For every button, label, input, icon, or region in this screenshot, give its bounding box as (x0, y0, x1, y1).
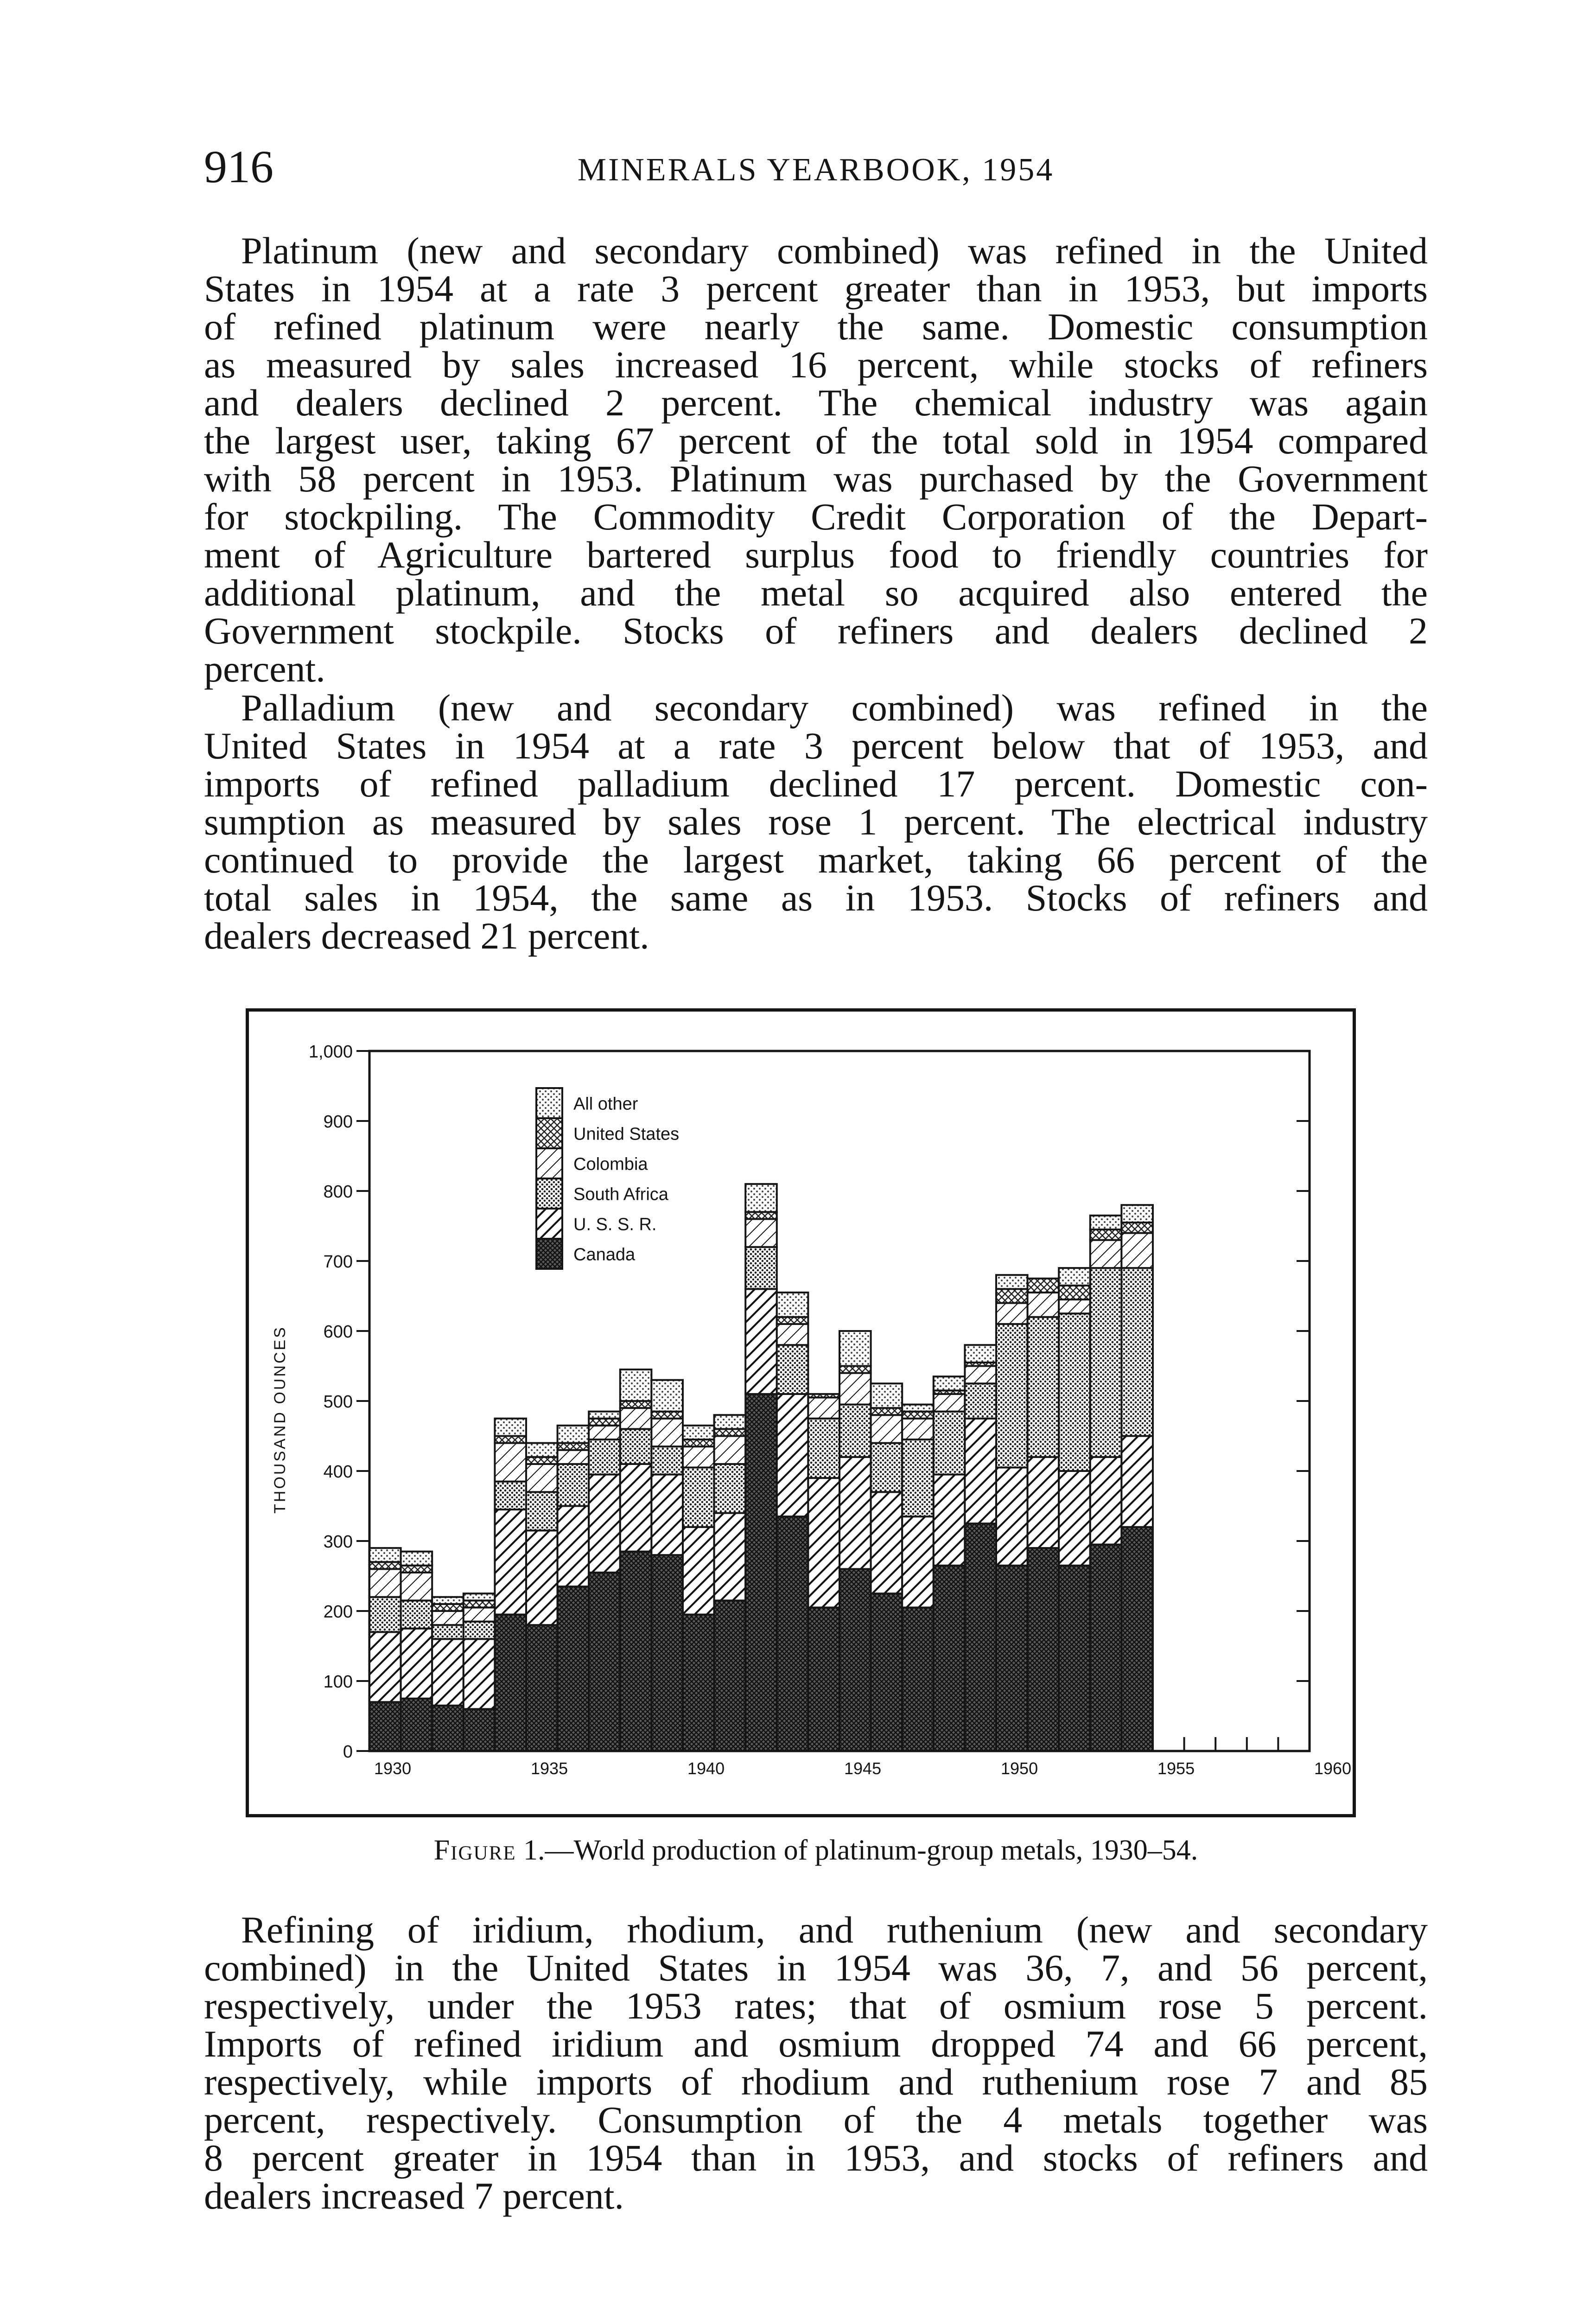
bar-canada (934, 1566, 965, 1751)
bar-colombia (808, 1397, 839, 1418)
text-line: total sales in 1954, the same as in 1953. Stocks of refiners and (204, 877, 1428, 919)
x-tick-label: 1950 (1001, 1759, 1038, 1778)
bar-canada (1121, 1527, 1153, 1751)
y-tick-label: 400 (323, 1462, 353, 1482)
bar-u-s-s-r (620, 1464, 652, 1552)
bar-all-other (1090, 1216, 1122, 1229)
bar-canada (432, 1706, 464, 1751)
bar-u-s-s-r (683, 1527, 714, 1615)
legend-label: All other (573, 1094, 638, 1114)
text-line: the largest user, taking 67 percent of the total sold in 1954 compared (204, 420, 1428, 462)
bar-colombia (902, 1419, 934, 1439)
bar-all-other (934, 1376, 965, 1390)
y-tick-label: 300 (323, 1532, 353, 1552)
legend-label: South Africa (573, 1184, 668, 1204)
bar-colombia (1121, 1233, 1153, 1268)
y-tick-label: 200 (323, 1602, 353, 1622)
bar-united-states (777, 1317, 808, 1324)
bar-colombia (558, 1450, 589, 1464)
bar-u-s-s-r (1059, 1471, 1090, 1566)
text-line: of refined platinum were nearly the same. Domestic consumption (204, 306, 1428, 348)
bar-u-s-s-r (965, 1419, 996, 1524)
bar-all-other (589, 1412, 620, 1419)
bar-south-africa (651, 1446, 683, 1474)
paragraph-palladium (204, 689, 1428, 955)
bar-u-s-s-r (996, 1467, 1028, 1565)
y-tick-label: 500 (323, 1392, 353, 1412)
y-tick-label: 600 (323, 1322, 353, 1342)
bar-u-s-s-r (432, 1639, 464, 1705)
bar-all-other (495, 1419, 526, 1436)
x-tick-label: 1960 (1314, 1759, 1352, 1778)
bar-all-other (1121, 1205, 1153, 1223)
bar-all-other (526, 1443, 558, 1457)
bar-all-other (714, 1415, 746, 1429)
bar-colombia (871, 1415, 903, 1443)
text-line: dealers decreased 21 percent. (204, 915, 649, 957)
bar-all-other (620, 1369, 652, 1401)
y-tick-label: 900 (323, 1112, 353, 1132)
y-tick-label: 800 (323, 1182, 353, 1202)
bar-united-states (1028, 1279, 1059, 1293)
x-tick-label: 1940 (687, 1759, 725, 1778)
figure-caption-text: 1.—World production of platinum-group metals, 1930–54. (516, 1834, 1198, 1866)
bar-canada (714, 1600, 746, 1751)
text-line: Palladium (new and secondary combined) was refined in the (241, 687, 1428, 729)
bar-all-other (996, 1275, 1028, 1289)
text-line: United States in 1954 at a rate 3 percent below that of 1953, and (204, 725, 1428, 767)
bar-canada (777, 1516, 808, 1751)
bar-canada (620, 1552, 652, 1751)
bar-united-states (464, 1600, 495, 1607)
bar-south-africa (1121, 1268, 1153, 1436)
bar-united-states (369, 1562, 401, 1569)
bar-canada (996, 1566, 1028, 1751)
bar-all-other (1059, 1268, 1090, 1286)
bar-all-other (464, 1593, 495, 1600)
bar-all-other (401, 1552, 432, 1566)
bar-colombia (777, 1324, 808, 1345)
text-line: respectively, while imports of rhodium and ruthenium rose 7 and 85 (204, 2061, 1428, 2103)
text-line: with 58 percent in 1953. Platinum was purchased by the Government (204, 458, 1428, 500)
x-tick-label: 1935 (531, 1759, 568, 1778)
legend-label: Colombia (573, 1154, 648, 1174)
bar-united-states (1121, 1223, 1153, 1233)
bar-colombia (526, 1464, 558, 1492)
bar-u-s-s-r (1121, 1436, 1153, 1527)
bar-all-other (369, 1548, 401, 1562)
production-chart (249, 1012, 1353, 1814)
bar-colombia (620, 1408, 652, 1429)
text-line: and dealers declined 2 percent. The chemical industry was again (204, 382, 1428, 424)
bar-united-states (871, 1408, 903, 1415)
bar-south-africa (1059, 1313, 1090, 1471)
y-tick-label: 100 (323, 1672, 353, 1692)
y-tick-label: 1,000 (308, 1042, 353, 1062)
bar-u-s-s-r (1090, 1457, 1122, 1545)
bar-south-africa (808, 1419, 839, 1478)
bar-canada (369, 1702, 401, 1751)
page-header (204, 141, 1428, 195)
bar-south-africa (871, 1443, 903, 1492)
bar-south-africa (902, 1439, 934, 1516)
bar-south-africa (432, 1625, 464, 1639)
bar-canada (558, 1586, 589, 1751)
text-line: Platinum (new and secondary combined) was refined in the United (241, 229, 1428, 272)
bar-all-other (683, 1426, 714, 1439)
bar-south-africa (401, 1600, 432, 1628)
bar-u-s-s-r (714, 1513, 746, 1601)
bar-canada (745, 1394, 777, 1751)
bar-united-states (589, 1419, 620, 1426)
text-line: percent. (204, 648, 325, 690)
bar-u-s-s-r (745, 1289, 777, 1394)
paragraph-platinum (204, 229, 1428, 690)
bar-canada (401, 1699, 432, 1751)
figure-frame (246, 1008, 1356, 1817)
bar-all-other (745, 1184, 777, 1212)
y-axis-label: THOUSAND OUNCES (271, 1325, 289, 1514)
legend-swatch-all-other (536, 1088, 562, 1118)
bar-canada (526, 1625, 558, 1751)
bar-colombia (651, 1419, 683, 1446)
bar-united-states (902, 1412, 934, 1419)
text-line: additional platinum, and the metal so acquired also entered the (204, 572, 1428, 614)
text-line: States in 1954 at a rate 3 percent greater than in 1953, but imports (204, 267, 1428, 310)
paragraph-iridium-rhodium (204, 1911, 1428, 2215)
bar-south-africa (558, 1464, 589, 1506)
bar-colombia (745, 1219, 777, 1247)
legend-label: Canada (573, 1245, 636, 1265)
bar-canada (589, 1573, 620, 1751)
bar-canada (464, 1709, 495, 1751)
bar-colombia (934, 1394, 965, 1412)
bar-canada (1090, 1545, 1122, 1751)
bar-united-states (620, 1401, 652, 1408)
bar-colombia (683, 1446, 714, 1467)
bar-colombia (1090, 1240, 1122, 1268)
bar-colombia (996, 1303, 1028, 1324)
bar-canada (651, 1555, 683, 1751)
bar-u-s-s-r (808, 1478, 839, 1607)
bar-colombia (401, 1573, 432, 1600)
bar-south-africa (965, 1383, 996, 1419)
bar-united-states (996, 1289, 1028, 1303)
bar-united-states (808, 1394, 839, 1398)
text-line: dealers increased 7 percent. (204, 2175, 624, 2217)
bar-south-africa (714, 1464, 746, 1513)
bar-u-s-s-r (651, 1475, 683, 1555)
bar-united-states (432, 1604, 464, 1611)
legend-swatch-united-states (536, 1118, 562, 1148)
text-line: respectively, under the 1953 rates; that of osmium rose 5 percent. (204, 1985, 1428, 2027)
figure-caption (204, 1836, 1428, 1865)
bar-u-s-s-r (369, 1632, 401, 1702)
legend-swatch-south-africa (536, 1178, 562, 1209)
bar-canada (683, 1615, 714, 1751)
bar-south-africa (996, 1324, 1028, 1468)
bar-canada (1059, 1566, 1090, 1751)
bar-south-africa (777, 1345, 808, 1394)
bar-u-s-s-r (401, 1629, 432, 1699)
bar-united-states (1059, 1286, 1090, 1299)
bar-colombia (1028, 1293, 1059, 1317)
bar-u-s-s-r (777, 1394, 808, 1516)
bar-colombia (714, 1436, 746, 1464)
bar-all-other (432, 1597, 464, 1604)
bar-canada (902, 1607, 934, 1751)
bar-united-states (839, 1366, 871, 1373)
legend-swatch-u-s-s-r (536, 1209, 562, 1239)
bar-colombia (839, 1373, 871, 1405)
bar-all-other (839, 1331, 871, 1366)
bar-canada (965, 1523, 996, 1751)
bar-u-s-s-r (902, 1516, 934, 1607)
bar-colombia (464, 1607, 495, 1621)
bar-canada (495, 1615, 526, 1751)
text-line: combined) in the United States in 1954 was 36, 7, and 56 percent, (204, 1947, 1428, 1989)
text-line: ment of Agriculture bartered surplus food to friendly countries for (204, 534, 1428, 576)
text-line: sumption as measured by sales rose 1 percent. The electrical industry (204, 801, 1428, 843)
bar-u-s-s-r (589, 1475, 620, 1573)
legend-label: United States (573, 1124, 680, 1144)
bar-south-africa (464, 1622, 495, 1639)
bar-u-s-s-r (1028, 1457, 1059, 1548)
bar-canada (839, 1569, 871, 1751)
bar-south-africa (369, 1597, 401, 1632)
bar-united-states (526, 1457, 558, 1464)
text-line: percent, respectively. Consumption of the 4 metals together was (204, 2099, 1428, 2141)
x-tick-label: 1930 (374, 1759, 412, 1778)
bar-colombia (965, 1366, 996, 1384)
bar-all-other (777, 1293, 808, 1317)
bar-south-africa (526, 1492, 558, 1530)
bar-united-states (714, 1429, 746, 1436)
bar-colombia (432, 1611, 464, 1625)
bar-colombia (1059, 1299, 1090, 1313)
bar-colombia (589, 1426, 620, 1439)
bar-south-africa (934, 1412, 965, 1475)
bar-all-other (871, 1383, 903, 1408)
legend-swatch-canada (536, 1239, 562, 1269)
bar-all-other (902, 1405, 934, 1412)
bar-south-africa (1028, 1317, 1059, 1457)
bar-u-s-s-r (839, 1457, 871, 1569)
bar-u-s-s-r (464, 1639, 495, 1709)
text-line: 8 percent greater in 1954 than in 1953, and stocks of refiners and (204, 2137, 1428, 2179)
bar-u-s-s-r (558, 1506, 589, 1587)
x-tick-label: 1945 (844, 1759, 882, 1778)
bar-united-states (558, 1443, 589, 1450)
bar-south-africa (589, 1439, 620, 1475)
text-line: continued to provide the largest market, taking 66 percent of the (204, 839, 1428, 881)
bar-canada (871, 1593, 903, 1751)
text-line: for stockpiling. The Commodity Credit Corporation of the Depart- (204, 496, 1428, 538)
text-line: Government stockpile. Stocks of refiners and dealers declined 2 (204, 610, 1428, 652)
y-tick-label: 700 (323, 1252, 353, 1272)
bar-south-africa (1090, 1268, 1122, 1457)
bar-united-states (651, 1412, 683, 1419)
bar-canada (1028, 1548, 1059, 1751)
bar-u-s-s-r (495, 1509, 526, 1615)
bar-united-states (745, 1212, 777, 1219)
bar-united-states (495, 1436, 526, 1443)
text-line: imports of refined palladium declined 17 percent. Domestic con- (204, 763, 1428, 805)
bar-south-africa (683, 1467, 714, 1527)
bar-south-africa (620, 1429, 652, 1464)
bar-all-other (965, 1345, 996, 1363)
bar-south-africa (745, 1247, 777, 1289)
bar-united-states (1090, 1229, 1122, 1240)
text-line: as measured by sales increased 16 percent, while stocks of refiners (204, 344, 1428, 386)
bar-u-s-s-r (526, 1530, 558, 1625)
bar-united-states (683, 1439, 714, 1446)
text-line: Refining of iridium, rhodium, and ruthenium (new and secondary (241, 1909, 1428, 1951)
bar-u-s-s-r (871, 1492, 903, 1593)
bar-south-africa (495, 1482, 526, 1509)
bar-colombia (495, 1443, 526, 1482)
x-tick-label: 1955 (1157, 1759, 1195, 1778)
bar-canada (808, 1607, 839, 1751)
figure-label: Figure (433, 1834, 516, 1866)
legend-swatch-colombia (536, 1148, 562, 1178)
bar-colombia (369, 1569, 401, 1597)
bar-united-states (401, 1566, 432, 1573)
running-title: MINERALS YEARBOOK, 1954 (577, 152, 1055, 188)
legend-label: U. S. S. R. (573, 1215, 657, 1235)
page-number: 916 (204, 141, 273, 192)
bar-south-africa (839, 1405, 871, 1457)
bar-all-other (558, 1426, 589, 1443)
text-line: Imports of refined iridium and osmium dropped 74 and 66 percent, (204, 2023, 1428, 2065)
bar-all-other (651, 1380, 683, 1412)
bar-u-s-s-r (934, 1475, 965, 1566)
y-tick-label: 0 (343, 1742, 353, 1762)
